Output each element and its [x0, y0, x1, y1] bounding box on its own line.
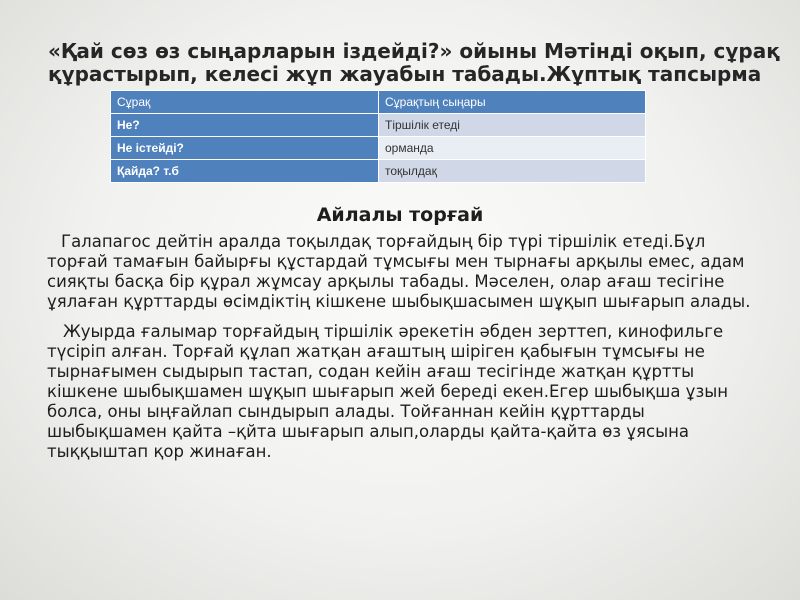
story-paragraph: Жуырда ғалымар торғайдың тіршілік әрекетін әбден зерттеп, кинофильге түсіріп алған. Торғай құлап жатқан ағаштың шіріген қабығын тұмсығы не тырнағымен сыдырып тастап, содан кейін ағаш тесігінде жатқан құртты кішкене шыбықшамен шұқып шығарып жей береді екен.Егер шыбықша ұзын болса, оны ыңғайлап сындырып алады. Тойғаннан кейін құрттарды шыбықшамен қайта –қйта шығарып алып,оларды қайта-қайта өз ұясына тыққыштап қор жинаған. — [47, 322, 729, 461]
answer-cell: Тіршілік етеді — [379, 114, 646, 137]
table-row — [111, 137, 646, 160]
table-row — [111, 160, 646, 183]
table-row — [111, 114, 646, 137]
question-cell: Не істейді? — [111, 137, 379, 160]
story-paragraph: Галапагос дейтін аралда тоқылдақ торғайдың бір түрі тіршілік етеді.Бұл торғай тамағын байырғы құстардай тұмсығы мен тырнағы арқылы емес, адам сияқты басқа бір құрал жұмсау арқылы табады. Мәселен, олар ағаш тесігіне ұялаған құрттарды өсімдіктің кішкене шыбықшасымен шұқып шығарып алады. — [47, 232, 751, 311]
story-body — [47, 232, 755, 472]
page-heading: «Қай сөз өз сыңарларын іздейді?» ойыны Мәтінді оқып, сұрақ құрастырып, келесі жұп жауабын табады.Жұптық тапсырма — [48, 39, 780, 86]
question-cell: Не? — [111, 114, 379, 137]
column-header-question: Сұрақ — [111, 91, 379, 114]
answer-cell: орманда — [379, 137, 646, 160]
table-header-row — [111, 91, 646, 114]
answer-cell: тоқылдақ — [379, 160, 646, 183]
question-table — [110, 90, 646, 183]
question-cell: Қайда? т.б — [111, 160, 379, 183]
column-header-pair: Сұрақтың сыңары — [379, 91, 646, 114]
story-title: Айлалы торғай — [316, 204, 484, 226]
